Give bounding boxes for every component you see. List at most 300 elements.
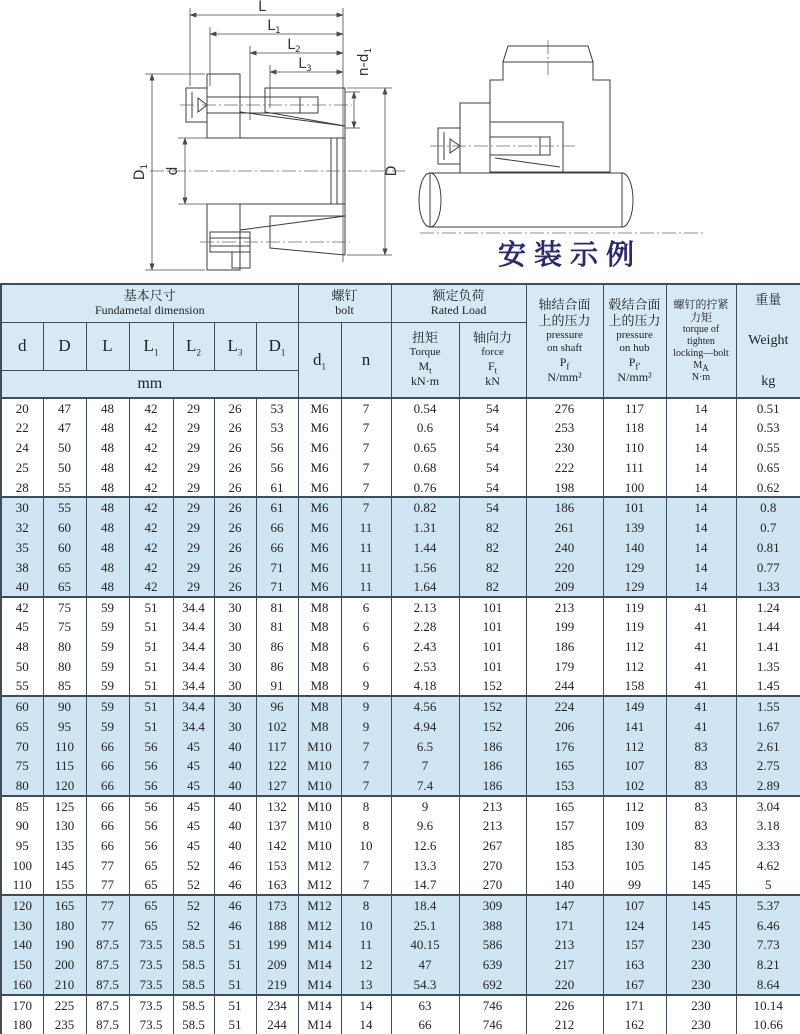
table-cell: 48 [86,557,129,577]
table-cell: 26 [214,577,256,597]
table-cell: 0.68 [391,458,459,478]
table-cell: 180 [1,1015,43,1034]
table-cell: 82 [459,577,526,597]
table-cell: 115 [43,756,86,776]
table-cell: 140 [1,935,43,955]
table-cell: 101 [459,657,526,677]
table-cell: 111 [603,458,666,478]
table-cell: 34.4 [173,716,214,736]
table-cell: 54 [459,398,526,418]
table-cell: 7 [341,398,391,418]
table-cell: 11 [341,537,391,557]
dim-label-L1: $L_1$ [267,18,281,36]
table-cell: 170 [1,995,43,1015]
table-cell: 77 [86,855,129,875]
table-cell: 110 [603,438,666,458]
table-cell: M8 [298,716,341,736]
table-cell: 7 [341,875,391,895]
table-cell: 117 [603,398,666,418]
table-cell: 75 [43,597,86,617]
table-cell: 13 [341,975,391,995]
table-cell: 14 [666,438,736,458]
table-cell: 65 [43,577,86,597]
table-cell: 45 [173,816,214,836]
table-cell: 56 [256,458,298,478]
table-cell: 87.5 [86,1015,129,1034]
header-weight: 重量 Weight kg [736,284,800,398]
table-cell: 59 [86,597,129,617]
table-cell: M12 [298,895,341,915]
table-cell: 29 [173,418,214,438]
table-cell: 80 [43,637,86,657]
table-cell: 40 [214,796,256,816]
col-L3: $L_3$ [214,322,256,370]
table-cell: 29 [173,478,214,498]
table-cell: 66 [86,836,129,856]
col-axial-force: 轴向力 force $F_t$ kN [459,322,526,398]
table-cell: 2.89 [736,776,800,796]
table-cell: 186 [459,756,526,776]
table-cell: 6 [341,657,391,677]
table-cell: 42 [129,557,173,577]
table-cell: 12.6 [391,836,459,856]
table-cell: 51 [214,1015,256,1034]
header-pressure-on-hub: 毂结合面 上的压力 pressure on hub $P_{f'}$ N/mm² [603,284,666,398]
table-cell: 66 [256,537,298,557]
table-cell: 105 [603,855,666,875]
table-cell: M8 [298,597,341,617]
table-cell: 14 [666,577,736,597]
table-cell: 14 [341,1015,391,1034]
table-cell: 50 [43,458,86,478]
table-cell: 40 [214,756,256,776]
table-cell: 87.5 [86,995,129,1015]
table-cell: 219 [256,975,298,995]
table-cell: 87.5 [86,935,129,955]
table-cell: 59 [86,617,129,637]
table-cell: 58.5 [173,1015,214,1034]
table-cell: 60 [43,537,86,557]
table-cell: 230 [666,995,736,1015]
table-cell: M10 [298,756,341,776]
table-cell: 639 [459,955,526,975]
table-cell: 41 [666,597,736,617]
table-cell: 152 [459,676,526,696]
table-row [1,617,800,637]
table-cell: 109 [603,816,666,836]
table-cell: 5.37 [736,895,800,915]
table-cell: 165 [526,796,603,816]
table-cell: M6 [298,497,341,517]
table-cell: 212 [526,1015,603,1034]
table-cell: 75 [1,756,43,776]
table-cell: M12 [298,915,341,935]
table-cell: 152 [459,696,526,716]
table-cell: M10 [298,816,341,836]
table-cell: 213 [526,597,603,617]
table-body [1,398,800,1034]
table-cell: M8 [298,617,341,637]
table-cell: 137 [256,816,298,836]
table-cell: 118 [603,418,666,438]
table-cell: 267 [459,836,526,856]
table-cell: 692 [459,975,526,995]
table-cell: 135 [43,836,86,856]
table-cell: 26 [214,517,256,537]
table-cell: 173 [256,895,298,915]
table-cell: 56 [129,836,173,856]
table-cell: 2.61 [736,736,800,756]
table-row [1,736,800,756]
table-cell: 41 [666,637,736,657]
col-n: n [341,322,391,398]
table-cell: 82 [459,557,526,577]
table-cell: 7.73 [736,935,800,955]
table-row [1,676,800,696]
table-cell: 4.62 [736,855,800,875]
table-cell: 11 [341,517,391,537]
table-row [1,637,800,657]
table-cell: 171 [526,915,603,935]
table-cell: M14 [298,935,341,955]
table-cell: 140 [603,537,666,557]
table-header [1,284,800,398]
col-L: L [86,322,129,370]
table-cell: 66 [86,816,129,836]
table-cell: 198 [526,478,603,498]
table-cell: 22 [1,418,43,438]
table-cell: 29 [173,438,214,458]
col-D1: $D_1$ [256,322,298,370]
table-cell: 0.8 [736,497,800,517]
col-torque: 扭矩 Torque $M_t$ kN·m [391,322,459,398]
table-cell: 90 [1,816,43,836]
table-cell: 59 [86,657,129,677]
table-cell: 1.41 [736,637,800,657]
table-cell: 230 [666,935,736,955]
table-cell: 127 [256,776,298,796]
table-cell: 58.5 [173,935,214,955]
table-cell: M6 [298,577,341,597]
table-cell: 42 [129,438,173,458]
table-cell: 87.5 [86,955,129,975]
table-row [1,597,800,617]
table-cell: 14 [666,478,736,498]
dim-label-L: L [258,0,266,15]
table-cell: 158 [603,676,666,696]
table-cell: 101 [459,637,526,657]
table-cell: 0.54 [391,398,459,418]
table-cell: 165 [526,756,603,776]
table-cell: 253 [526,418,603,438]
table-cell: 112 [603,796,666,816]
table-cell: 213 [459,796,526,816]
table-cell: 63 [391,995,459,1015]
table-cell: 56 [129,736,173,756]
table-cell: 86 [256,657,298,677]
table-cell: 11 [341,557,391,577]
table-cell: 58.5 [173,995,214,1015]
table-cell: 110 [43,736,86,756]
table-cell: 100 [603,478,666,498]
table-cell: 3.33 [736,836,800,856]
table-cell: 1.64 [391,577,459,597]
table-cell: 48 [86,577,129,597]
table-cell: M10 [298,836,341,856]
table-cell: 73.5 [129,995,173,1015]
table-cell: 746 [459,995,526,1015]
table-cell: 244 [256,1015,298,1034]
table-cell: 47 [43,418,86,438]
table-cell: 199 [526,617,603,637]
table-cell: 66 [86,736,129,756]
table-cell: 30 [214,696,256,716]
table-cell: M8 [298,637,341,657]
table-cell: 200 [43,955,86,975]
table-cell: 9 [391,796,459,816]
table-cell: 48 [86,478,129,498]
table-cell: 107 [603,756,666,776]
table-cell: 51 [214,935,256,955]
table-cell: 185 [526,836,603,856]
table-cell: 85 [1,796,43,816]
table-cell: 99 [603,875,666,895]
table-cell: 4.18 [391,676,459,696]
table-cell: 1.55 [736,696,800,716]
table-cell: 77 [86,895,129,915]
table-cell: 95 [43,716,86,736]
table-cell: 30 [214,676,256,696]
table-cell: 42 [129,478,173,498]
header-basic-dimension: 基本尺寸 Fundametal dimension [1,284,298,322]
table-cell: 73.5 [129,955,173,975]
table-cell: 55 [1,676,43,696]
table-cell: 59 [86,696,129,716]
table-cell: 81 [256,617,298,637]
table-cell: 83 [666,816,736,836]
table-cell: 3.18 [736,816,800,836]
table-cell: 61 [256,478,298,498]
table-cell: 41 [666,676,736,696]
table-cell: 163 [603,955,666,975]
table-cell: 122 [256,756,298,776]
table-cell: 48 [86,537,129,557]
table-cell: 65 [129,855,173,875]
table-cell: 29 [173,517,214,537]
table-cell: 179 [526,657,603,677]
table-cell: 119 [603,617,666,637]
table-cell: M10 [298,796,341,816]
table-cell: 209 [526,577,603,597]
table-cell: 52 [173,875,214,895]
dim-label-D1: $D_1$ [132,163,150,181]
table-cell: 7 [341,756,391,776]
table-row [1,935,800,955]
installation-caption: 安装示例 [497,240,642,271]
table-cell: 77 [86,875,129,895]
table-cell: 152 [459,716,526,736]
table-cell: M6 [298,478,341,498]
table-row [1,458,800,478]
table-cell: 66 [391,1015,459,1034]
table-cell: 130 [603,836,666,856]
table-cell: 0.55 [736,438,800,458]
table-cell: 45 [173,736,214,756]
table-cell: 71 [256,577,298,597]
table-cell: 6.46 [736,915,800,935]
table-row [1,438,800,458]
table-cell: M14 [298,975,341,995]
table-cell: 66 [256,517,298,537]
table-cell: 222 [526,458,603,478]
lower-section [200,204,350,270]
table-cell: 75 [43,617,86,637]
table-row [1,537,800,557]
table-cell: 270 [459,875,526,895]
table-cell: 48 [86,458,129,478]
table-row [1,478,800,498]
table-cell: 6 [341,637,391,657]
table-cell: 199 [256,935,298,955]
table-cell: 120 [1,895,43,915]
table-cell: 220 [526,557,603,577]
table-cell: 13.3 [391,855,459,875]
table-cell: 244 [526,676,603,696]
table-cell: 54.3 [391,975,459,995]
table-cell: 8.64 [736,975,800,995]
table-cell: 45 [173,796,214,816]
table-cell: 14 [341,995,391,1015]
table-cell: 7 [341,736,391,756]
table-cell: 87.5 [86,975,129,995]
table-row [1,776,800,796]
table-cell: 18.4 [391,895,459,915]
table-cell: 14 [666,458,736,478]
table-cell: 51 [129,617,173,637]
table-cell: 14 [666,497,736,517]
table-cell: 10.14 [736,995,800,1015]
table-cell: 9.6 [391,816,459,836]
table-cell: 171 [603,995,666,1015]
table-cell: 1.56 [391,557,459,577]
table-cell: 34.4 [173,657,214,677]
table-cell: 54 [459,478,526,498]
table-cell: 41 [666,696,736,716]
table-cell: 56 [129,816,173,836]
table-cell: 30 [214,637,256,657]
table-cell: 55 [43,478,86,498]
table-cell: 40 [1,577,43,597]
table-cell: 0.82 [391,497,459,517]
table-cell: 1.31 [391,517,459,537]
table-cell: 2.28 [391,617,459,637]
table-cell: 5 [736,875,800,895]
table-cell: 26 [214,497,256,517]
table-cell: 8 [341,895,391,915]
table-cell: 56 [129,796,173,816]
table-cell: 210 [43,975,86,995]
table-cell: 101 [459,617,526,637]
table-cell: 65 [1,716,43,736]
table-row [1,517,800,537]
table-cell: 85 [43,676,86,696]
table-cell: 107 [603,895,666,915]
table-cell: 230 [666,955,736,975]
table-cell: 130 [1,915,43,935]
table-cell: 73.5 [129,975,173,995]
table-cell: 82 [459,517,526,537]
dimension-drawing [0,0,420,283]
table-cell: M8 [298,657,341,677]
dimension-lines [145,8,392,270]
table-cell: 0.6 [391,418,459,438]
table-cell: 41 [666,716,736,736]
table-cell: M6 [298,438,341,458]
table-cell: 55 [43,497,86,517]
table-cell: 66 [86,776,129,796]
table-cell: 6 [341,597,391,617]
table-cell: 112 [603,657,666,677]
table-cell: 42 [129,577,173,597]
table-cell: 25.1 [391,915,459,935]
table-cell: 7 [341,438,391,458]
table-cell: M8 [298,676,341,696]
table-cell: 46 [214,895,256,915]
table-cell: 157 [603,935,666,955]
table-cell: 83 [666,756,736,776]
table-cell: 129 [603,557,666,577]
table-row [1,557,800,577]
table-cell: 153 [526,855,603,875]
table-cell: 7 [341,776,391,796]
table-cell: 30 [214,657,256,677]
table-cell: 132 [256,796,298,816]
table-row [1,1015,800,1034]
table-row [1,816,800,836]
table-cell: 220 [526,975,603,995]
table-cell: 29 [173,458,214,478]
table-cell: 162 [603,1015,666,1034]
table-cell: 186 [526,497,603,517]
table-cell: 58.5 [173,955,214,975]
table-cell: 2.75 [736,756,800,776]
table-cell: 1.24 [736,597,800,617]
table-cell: 140 [526,875,603,895]
table-cell: 25 [1,458,43,478]
table-cell: 10 [341,836,391,856]
table-cell: 51 [129,696,173,716]
table-cell: 81 [256,597,298,617]
table-row [1,915,800,935]
table-cell: 60 [43,517,86,537]
table-cell: 42 [129,517,173,537]
table-cell: 48 [86,497,129,517]
table-cell: 145 [666,855,736,875]
header-tighten-torque: 螺钉的拧紧 力矩 torque of tighten locking—bolt $M_A$ N·m [666,284,736,398]
table-cell: 1.35 [736,657,800,677]
table-cell: 38 [1,557,43,577]
table-cell: M14 [298,995,341,1015]
table-cell: 7 [391,756,459,776]
table-cell: 1.45 [736,676,800,696]
header-rated-load: 额定负荷 Rated Load [391,284,526,322]
table-cell: 119 [603,597,666,617]
table-cell: 2.53 [391,657,459,677]
table-cell: 50 [1,657,43,677]
table-row [1,895,800,915]
table-cell: 77 [86,915,129,935]
table-cell: 101 [603,497,666,517]
